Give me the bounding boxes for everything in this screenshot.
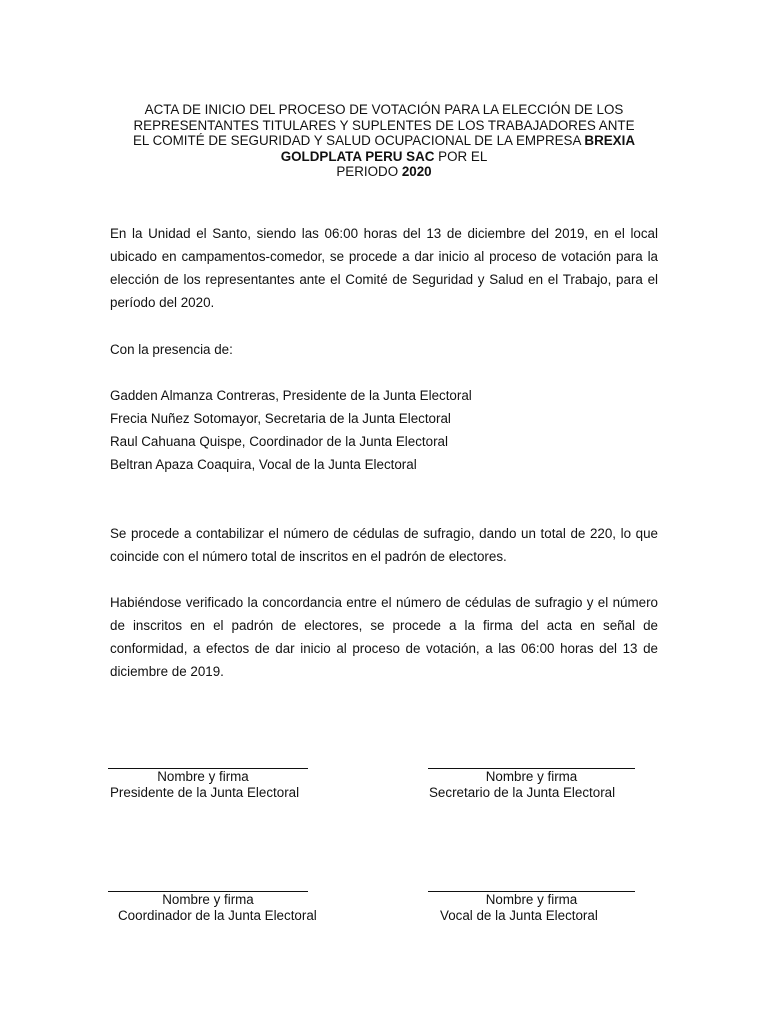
title-line-1: ACTA DE INICIO DEL PROCESO DE VOTACIÓN PARA LA ELECCIÓN DE LOS (144, 102, 624, 117)
signature-block-secretary (428, 768, 635, 801)
closing-paragraph: Habiéndose verificado la concordancia entre el número de cédulas de sufragio y el número de inscritos en el padrón de electores, se procede a la firma del acta en señal de conformidad, a efectos de dar inicio al proceso de votación, a las 06:00 horas del 13 de diciembre de 2019. (110, 595, 658, 679)
signature-label: Nombre y firma (485, 892, 578, 907)
signature-label: Nombre y firma (485, 769, 578, 784)
signature-role: Vocal de la Junta Electoral (440, 908, 598, 923)
signature-block-vocal (428, 891, 635, 924)
company-name-part-2: GOLDPLATA PERU SAC (280, 148, 435, 164)
period-year: 2020 (401, 164, 432, 180)
title-line-3-text: EL COMITÉ DE SEGURIDAD Y SALUD OCUPACIONAL DE LA EMPRESA (132, 133, 585, 149)
signature-block-coordinator (108, 891, 317, 924)
title-line-2: REPRESENTANTES TITULARES Y SUPLENTES DE LOS TRABAJADORES ANTE (133, 117, 635, 133)
period-label: PERIODO (336, 164, 402, 180)
signature-label: Nombre y firma (162, 892, 254, 907)
members-list (110, 384, 472, 476)
presence-label: Con la presencia de: (110, 342, 233, 357)
member-coordinator: Raul Cahuana Quispe, Coordinador de la Junta Electoral (110, 434, 448, 449)
signature-role: Secretario de la Junta Electoral (429, 785, 616, 800)
member-president: Gadden Almanza Contreras, Presidente de la Junta Electoral (110, 388, 472, 403)
member-vocal: Beltran Apaza Coaquira, Vocal de la Junta Electoral (110, 457, 417, 472)
member-secretary: Frecia Nuñez Sotomayor, Secretaria de la Junta Electoral (110, 411, 451, 426)
title-line-3 (100, 133, 668, 149)
company-name-part-1: BREXIA (584, 133, 636, 149)
signature-label: Nombre y firma (157, 769, 249, 784)
signature-block-president (108, 768, 308, 801)
intro-paragraph: En la Unidad el Santo, siendo las 06:00 horas del 13 de diciembre del 2019, en el local ubicado en campamentos-comedor, se procede a dar inicio al proceso de votación para la elección de los representantes ante el Comité de Seguridad y Salud en el Trabajo, para el período del 2020. (110, 226, 658, 310)
count-paragraph: Se procede a contabilizar el número de cédulas de sufragio, dando un total de 220, lo que coincide con el número total de inscritos en el padrón de electores. (110, 526, 658, 564)
title-line-5 (100, 164, 668, 180)
signature-role: Presidente de la Junta Electoral (110, 785, 300, 800)
signature-role: Coordinador de la Junta Electoral (118, 908, 317, 923)
title-line-4 (100, 149, 668, 165)
document-title (100, 102, 668, 180)
title-line-4-text: POR EL (434, 148, 488, 164)
